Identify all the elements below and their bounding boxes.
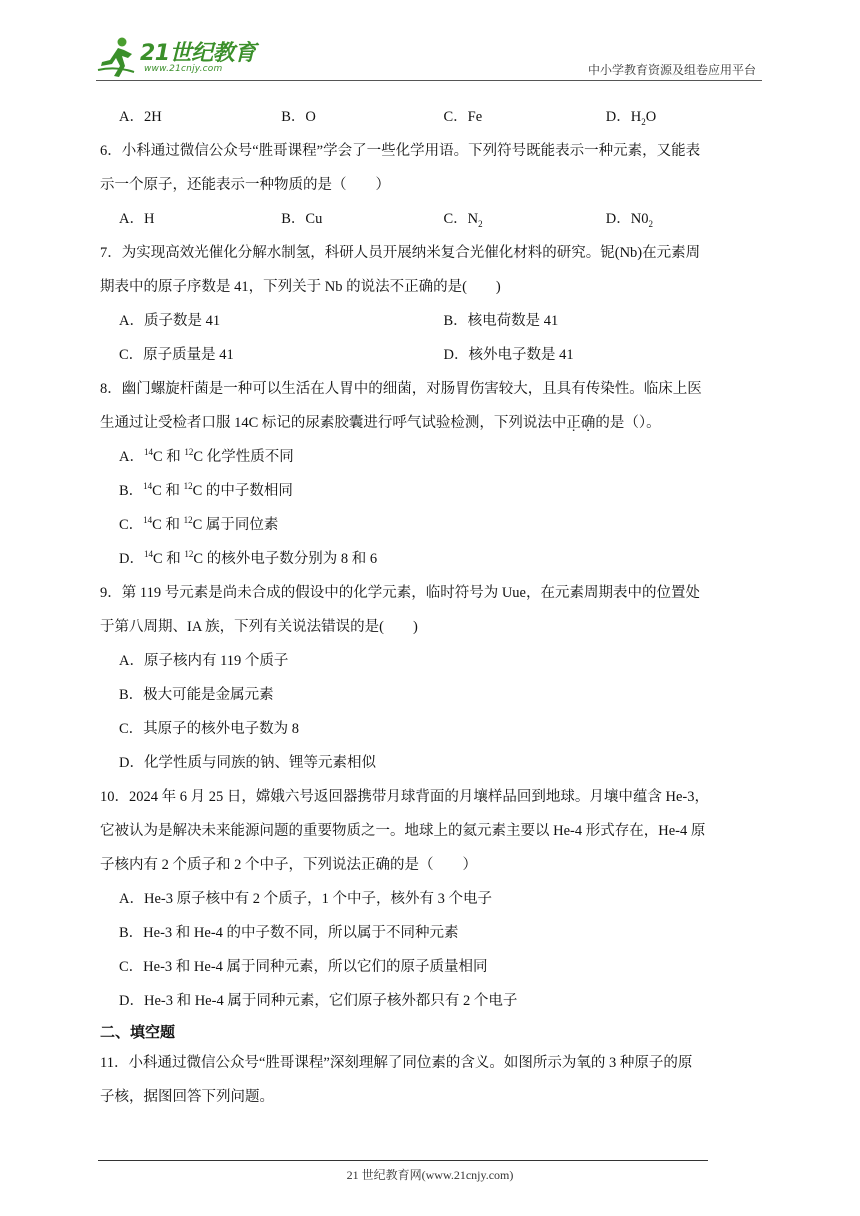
q10-option-c: C．He-3 和 He-4 属于同种元素，所以它们的原子质量相同: [119, 959, 488, 975]
q9-option-c: C．其原子的核外电子数为 8: [119, 721, 300, 737]
q5-option-b: B．O: [281, 109, 316, 125]
q7-stem-line1: 7．为实现高效光催化分解水制氢，科研人员开展纳米复合光催化材料的研究。铌(Nb)在元素周: [100, 245, 701, 261]
logo-text: 21世纪教育: [140, 41, 256, 66]
logo-url: www.21cnjy.com: [144, 64, 223, 74]
q9-option-b: B．极大可能是金属元素: [119, 687, 274, 703]
q7-option-d: D．核外电子数是 41: [443, 347, 574, 363]
q7-option-b: B．核电荷数是 41: [443, 313, 559, 329]
q8-option-b: B．$^{14}$C 和 $^{12}$C 的中子数相同: [119, 481, 293, 499]
q5-option-c: C．Fe: [443, 109, 483, 125]
page-footer: 21 世纪教育网(www.21cnjy.com): [346, 1168, 514, 1182]
q10-option-b: B．He-3 和 He-4 的中子数不同，所以属于不同种元素: [119, 925, 459, 941]
header-divider: [96, 80, 762, 81]
emphasis-dot-1: 正: [566, 415, 581, 431]
runner-logo-icon: [96, 36, 136, 78]
q7-stem-line2: 期表中的原子序数是 41，下列关于 Nb 的说法不正确的是( ): [100, 279, 501, 295]
q7-options-row2: [100, 338, 768, 372]
q6-option-c: C．$N_2$: [443, 211, 483, 229]
q5-option-a: A．2H: [119, 109, 162, 125]
platform-title: 中小学教育资源及组卷应用平台: [587, 63, 756, 77]
q9-stem-line1: 9．第 119 号元素是尚未合成的假设中的化学元素，临时符号为 Uue，在元素周期表中的位置处: [100, 585, 700, 601]
document-body: [100, 100, 768, 1114]
q8-stem-line2: 生通过让受检者口服 14C 标记的尿素胶囊进行呼气试验检测，下列说法中正确的是（）。: [100, 415, 661, 431]
q5-option-d: D．$H_2O$: [605, 109, 657, 127]
q10-option-d: D．He-3 和 He-4 属于同种元素，它们原子核外都只有 2 个电子: [119, 993, 518, 1009]
q8-stem-line1: 8．幽门螺旋杆菌是一种可以生活在人胃中的细菌，对肠胃伤害较大，且具有传染性。临床上医: [100, 381, 702, 397]
q6-option-d: D．$N0_2$: [605, 211, 653, 229]
q11-stem-line1: 11．小科通过微信公众号“胜哥课程”深刻理解了同位素的含义。如图所示为氧的 3 种原子的原: [100, 1055, 693, 1071]
q9-stem-line2: 于第八周期、IA 族，下列有关说法错误的是( ): [100, 619, 418, 635]
emphasis-dot-2: 确: [580, 415, 596, 431]
q6-stem-line2: 示一个原子，还能表示一种物质的是（ ）: [100, 177, 390, 193]
q10-option-a: A．He-3 原子核中有 2 个质子，1 个中子，核外有 3 个电子: [119, 891, 492, 907]
q11-stem-line2: 子核，据图回答下列问题。: [100, 1089, 274, 1105]
q8-option-a: A．$^{14}$C 和 $^{12}$C 化学性质不同: [119, 447, 294, 465]
q9-option-d: D．化学性质与同族的钠、锂等元素相似: [119, 755, 376, 771]
q7-options-row1: [100, 304, 768, 338]
q10-stem-line2: 它被认为是解决未来能源问题的重要物质之一。地球上的氦元素主要以 He-4 形式存在，He-4 原: [100, 823, 706, 839]
q8-option-c: C．$^{14}$C 和 $^{12}$C 属于同位素: [119, 515, 279, 533]
q5-options: [100, 100, 768, 134]
q7-option-c: C．原子质量是 41: [119, 347, 234, 363]
q6-stem-line1: 6．小科通过微信公众号“胜哥课程”学会了一些化学用语。下列符号既能表示一种元素，又能表: [100, 143, 701, 159]
page-header: [96, 32, 762, 84]
q6-options: [100, 202, 768, 236]
q6-option-b: B．Cu: [281, 211, 323, 227]
q10-stem-line3: 子核内有 2 个质子和 2 个中子，下列说法正确的是（ ）: [100, 857, 477, 873]
q8-option-d: D．$^{14}$C 和 $^{12}$C 的核外电子数分别为 8 和 6: [119, 549, 378, 567]
q9-option-a: A．原子核内有 119 个质子: [119, 653, 289, 669]
section-heading: 二、填空题: [100, 1023, 176, 1041]
q7-option-a: A．质子数是 41: [119, 313, 221, 329]
logo: [96, 36, 266, 80]
footer-divider: [98, 1160, 708, 1161]
q10-stem-line1: 10．2024 年 6 月 25 日，嫦娥六号返回器携带月球背面的月壤样品回到地球。月壤中蕴含 He-3，: [100, 789, 709, 805]
q6-option-a: A．H: [119, 211, 155, 227]
